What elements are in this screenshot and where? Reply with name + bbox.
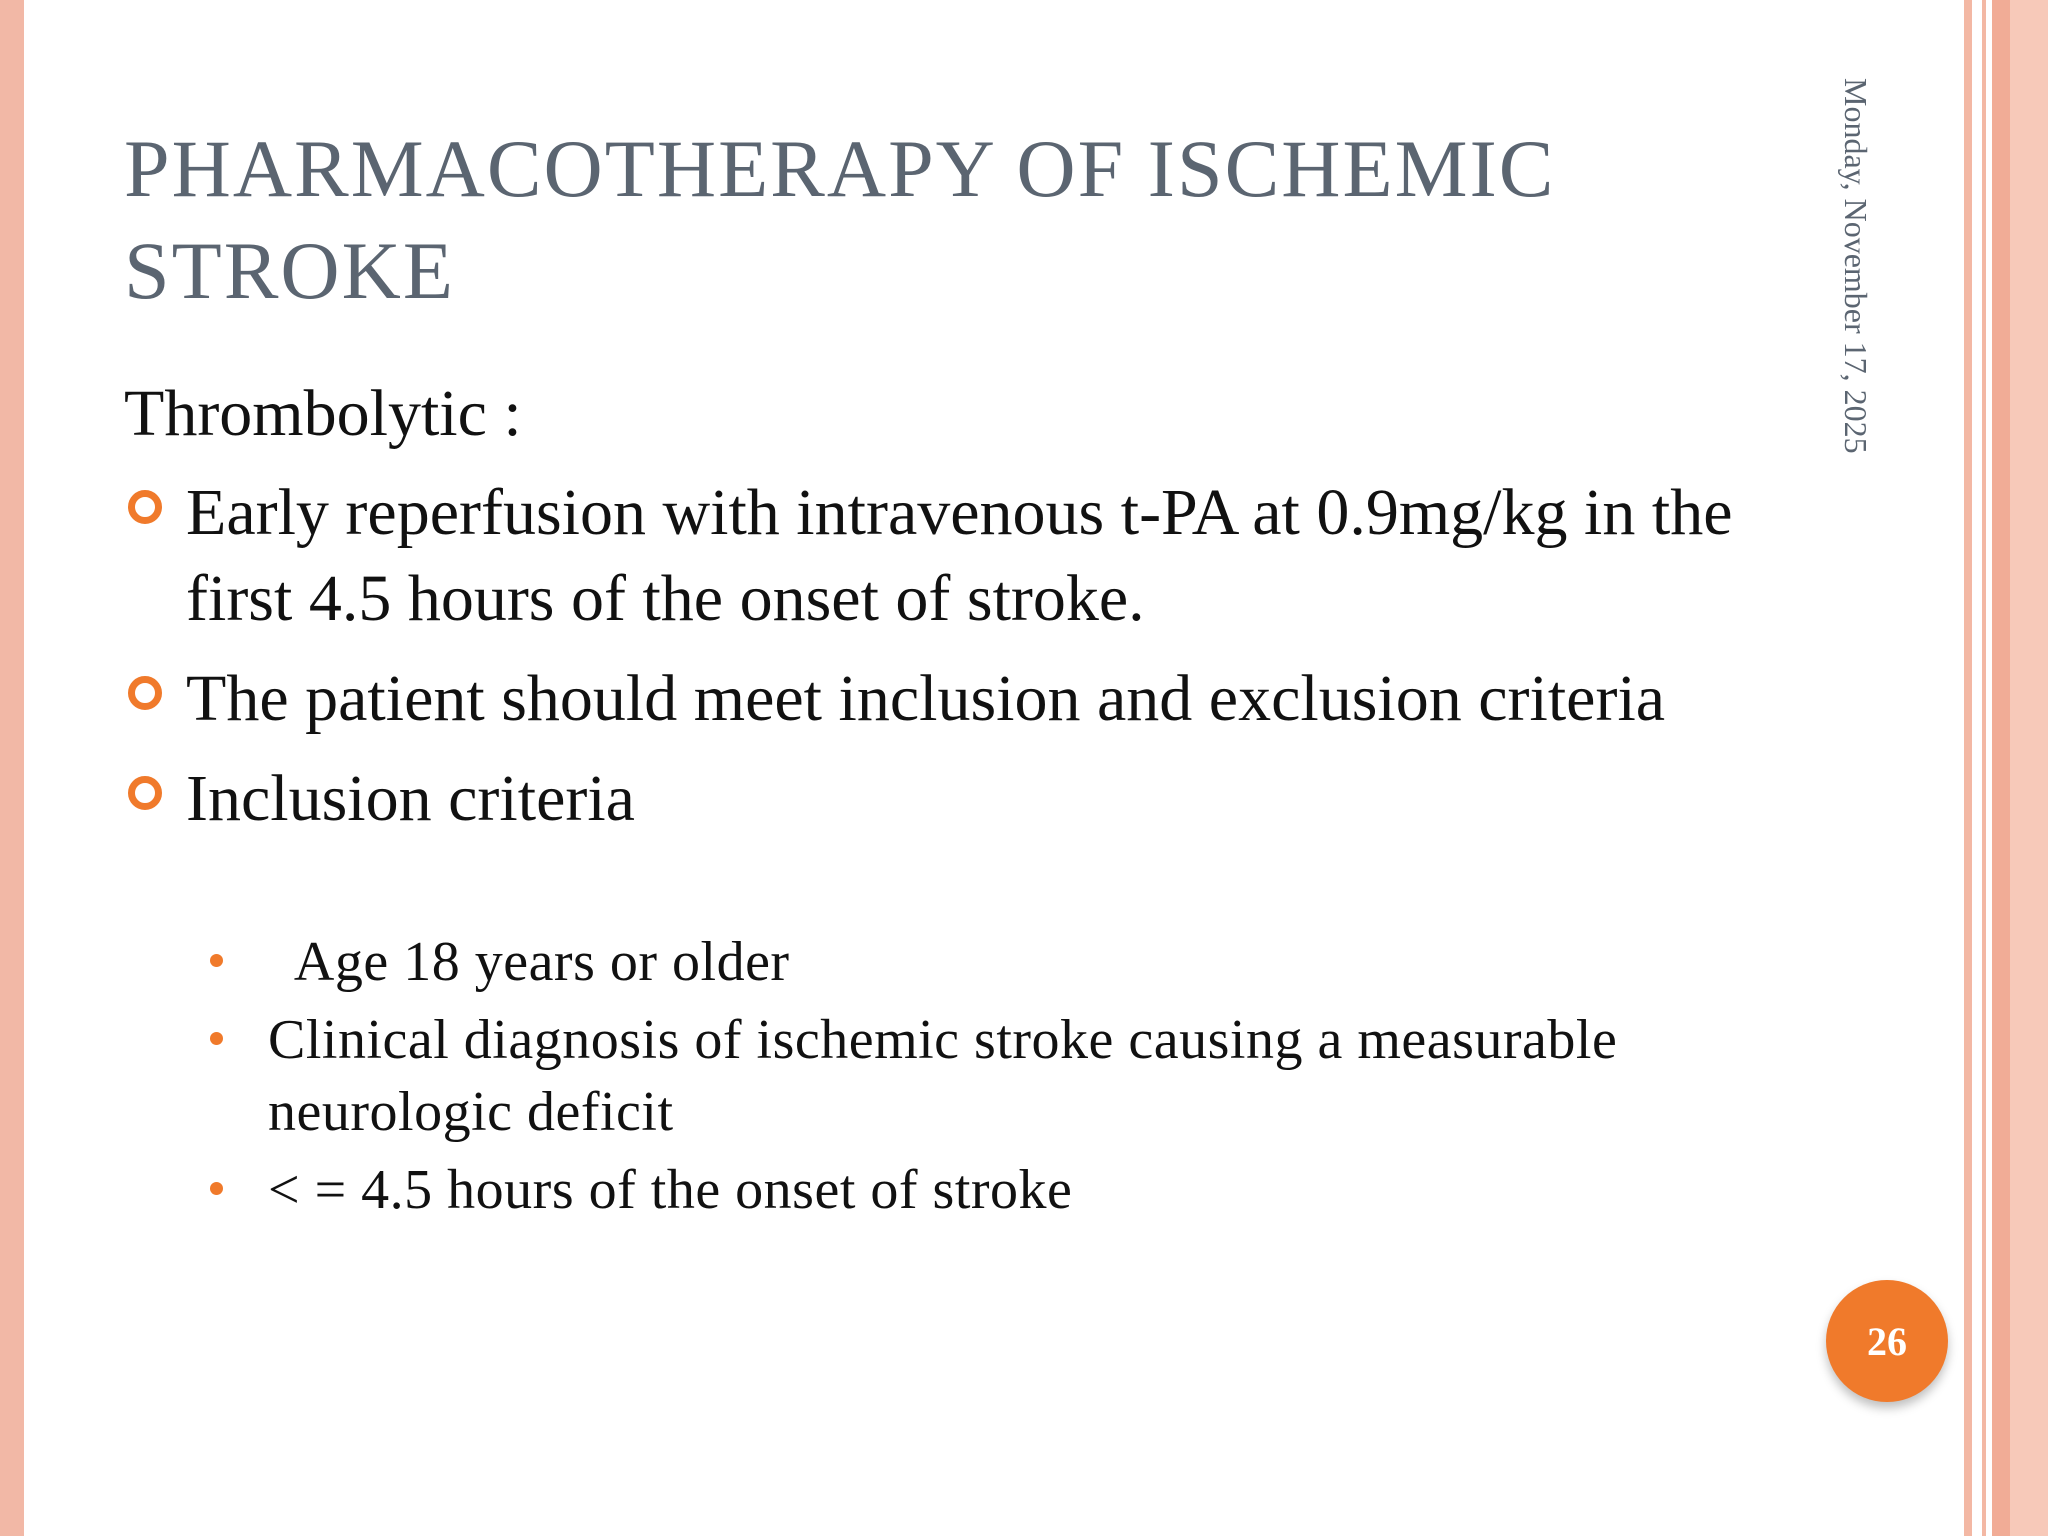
slide-date: Monday, November 17, 2025 — [1838, 78, 1874, 454]
stripe — [1992, 0, 2010, 1536]
sub-bullet-item — [206, 926, 1706, 998]
stripe — [1972, 0, 1982, 1536]
right-stripes-decoration — [1964, 0, 2048, 1536]
bullet-text: Early reperfusion with intravenous t-PA at 0.9mg/kg in the first 4.5 hours of the onset of stroke. — [186, 476, 1733, 635]
sub-bullet-text: Age 18 years or older — [268, 931, 790, 993]
slide-title: PHARMACOTHERAPY OF ISCHEMIC STROKE — [124, 123, 1556, 316]
page-number: 26 — [1867, 1318, 1907, 1364]
sub-bullet-text: Clinical diagnosis of ischemic stroke causing a measurable neurologic deficit — [268, 1009, 1618, 1143]
ring-bullet-icon — [128, 490, 162, 524]
ring-bullet-icon — [128, 676, 162, 710]
page-number-badge — [1826, 1280, 1948, 1402]
left-border-decoration — [0, 0, 24, 1536]
sub-bullet-item — [206, 1154, 1706, 1226]
dot-bullet-icon — [210, 1182, 223, 1195]
bullet-list — [124, 470, 1764, 856]
sub-bullet-list — [206, 926, 1706, 1232]
sub-bullet-item — [206, 1004, 1706, 1148]
bullet-text: The patient should meet inclusion and exclusion criteria — [186, 662, 1666, 735]
dot-bullet-icon — [210, 1032, 223, 1045]
bullet-item — [124, 656, 1764, 742]
dot-bullet-icon — [210, 954, 223, 967]
bullet-text: Inclusion criteria — [186, 762, 635, 835]
stripe — [1964, 0, 1972, 1536]
ring-bullet-icon — [128, 776, 162, 810]
bullet-item — [124, 756, 1764, 842]
subheading: Thrombolytic : — [124, 377, 522, 450]
sub-bullet-text: < = 4.5 hours of the onset of stroke — [268, 1159, 1073, 1221]
bullet-item — [124, 470, 1764, 642]
stripe — [2010, 0, 2048, 1536]
